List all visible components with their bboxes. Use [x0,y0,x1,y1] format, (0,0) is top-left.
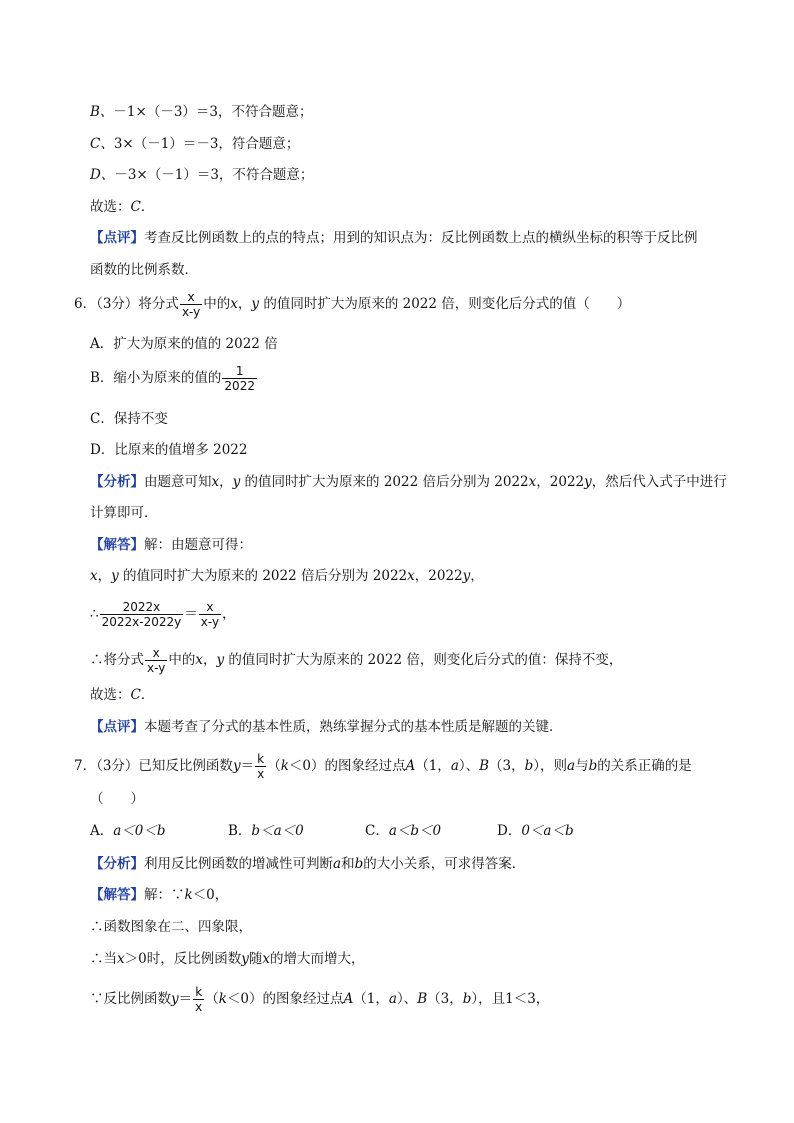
q6-review: 【点评】本题考查了分式的基本性质，熟练掌握分式的基本性质是解题的关键． [90,719,563,735]
q6-fraction: $\frac{x}{x-y}$ [181,290,201,319]
q7-solution-line4: ∵反比例函数y＝ $\frac{k}{x}$ （k＜0）的图象经过点A（1，a）、B（3，b），且1＜3， [90,985,550,1014]
q6-solution: 【解答】解：由题意可得： [90,537,252,553]
q6-solution-line4: ∴将分式 $\frac{x}{x-y}$ 中的x，y 的值同时扩大为原来的 2022 倍，则变化后分式的值：保持不变， [90,646,623,675]
q5-review: 【点评】考查反比例函数上的点的特点；用到的知识点为：反比例函数上点的横纵坐标的积等于反比例 [90,230,698,246]
q6-solution-equation: ∴ $\frac{2022x}{2022x-2022y}$ ＝ $\frac{x}{x-y}$ ， [90,600,236,629]
q5-option-c: C、3×（－1）＝－3，符合题意； [90,136,300,152]
q6-answer: 故选：C． [90,687,155,703]
q7-stem: 7．（3分）已知反比例函数y＝ $\frac{k}{x}$ （k＜0）的图象经过点A（1，a）、B（3，b），则a与b的关系正确的是 [74,752,692,781]
q5-option-b: B、－1×（－3）＝3，不符合题意； [90,104,313,120]
q7-option-d: D．0＜a＜b [497,823,574,839]
q6-stem: 6．（3分）将分式 $\frac{x}{x-y}$ 中的x，y 的值同时扩大为原来的 2022 倍，则变化后分式的值（ ） [74,290,631,319]
q7-solution-line3: ∴当x＞0时，反比例函数y随x的增大而增大， [90,951,365,967]
q6-option-a: A．扩大为原来的值的 2022 倍 [90,336,278,352]
q6-option-d: D．比原来的值增多 2022 [90,442,248,458]
q7-solution: 【解答】解：∵k＜0， [90,887,229,903]
q7-solution-line2: ∴函数图象在二、四象限， [90,919,252,935]
q5-review-cont: 函数的比例系数． [90,262,198,278]
q7-analysis: 【分析】利用反比例函数的增减性可判断a和b的大小关系，可求得答案． [90,856,526,872]
q6-solution-line2: x，y 的值同时扩大为原来的 2022 倍后分别为 2022x，2022y， [90,568,484,584]
q6-analysis: 【分析】由题意可知x，y 的值同时扩大为原来的 2022 倍后分别为 2022x，2022y，然后代入式子中进行 [90,474,727,490]
q6-option-c: C．保持不变 [90,411,168,427]
review-tag: 【点评】 [90,230,144,246]
q6-analysis-cont: 计算即可． [90,505,158,521]
q7-paren: （ ） [90,791,144,807]
q7-option-c: C．a＜b＜0 [365,823,442,839]
q7-option-b: B．b＜a＜0 [228,823,304,839]
q5-option-d: D、－3×（－1）＝3，不符合题意； [90,167,314,183]
q7-fraction: $\frac{k}{x}$ [257,752,265,781]
q7-option-a: A．a＜0＜b [90,823,166,839]
q5-answer: 故选：C． [90,199,155,215]
q6-option-b: B．缩小为原来的值的 $\frac{1}{2022}$ [90,364,255,393]
